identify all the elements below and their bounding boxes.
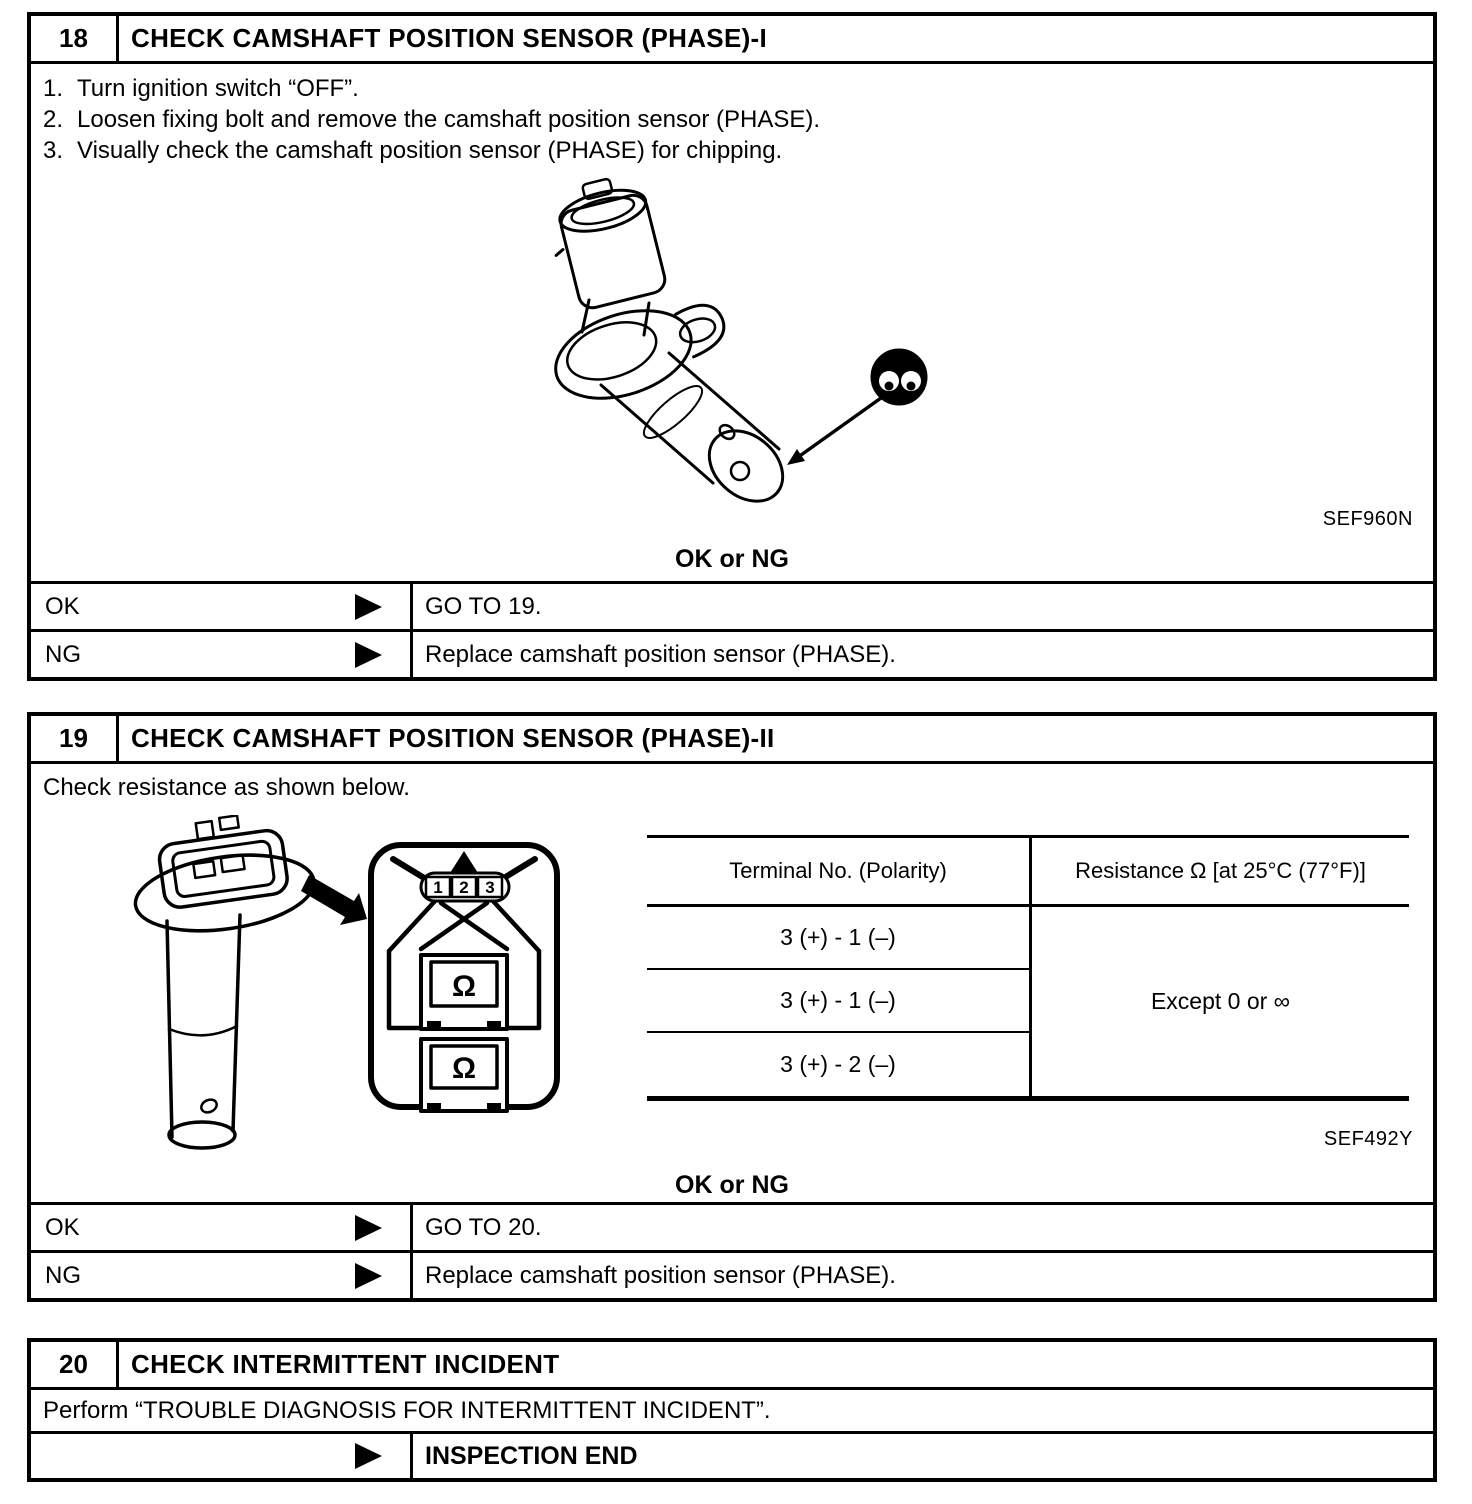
step-text: Turn ignition switch “OFF”.	[77, 75, 359, 102]
result-label-cell	[31, 1205, 413, 1250]
figure-code: SEF492Y	[1323, 1128, 1413, 1150]
pin-2-label: 2	[459, 878, 469, 897]
instruction-step	[43, 135, 820, 166]
ohm-symbol: Ω	[451, 1052, 477, 1085]
ohmmeter-lower	[421, 1039, 507, 1113]
ok-or-ng-prompt: OK or NG	[675, 1171, 789, 1199]
ohm-symbol: Ω	[451, 970, 477, 1003]
result-row-ok	[31, 581, 1433, 629]
arrow-head	[787, 449, 805, 465]
result-label-cell	[31, 584, 413, 629]
procedure-block-19	[27, 712, 1437, 1302]
block-19-header	[31, 716, 1433, 764]
resistance-value: Except 0 or ∞	[1150, 988, 1291, 1014]
result-label: OK	[45, 592, 80, 620]
result-action: GO TO 19.	[425, 592, 542, 620]
block-20-header	[31, 1342, 1433, 1390]
instruction-step	[43, 73, 820, 104]
terminal-column	[647, 838, 1032, 1096]
block-18-title: CHECK CAMSHAFT POSITION SENSOR (PHASE)-I	[131, 23, 768, 53]
result-arrow-icon	[355, 642, 382, 668]
result-row-ok	[31, 1202, 1433, 1250]
figure-code: SEF960N	[1322, 508, 1413, 530]
terminal-row: 3 (+) - 1 (–)	[647, 907, 1029, 970]
result-action: INSPECTION END	[425, 1441, 638, 1470]
block-20-instruction: Perform “TROUBLE DIAGNOSIS FOR INTERMITTENT INCIDENT”.	[31, 1390, 1433, 1434]
pin-3-label: 3	[485, 878, 495, 897]
step-number: 2.	[43, 106, 64, 133]
result-action: Replace camshaft position sensor (PHASE).	[425, 640, 896, 668]
result-action: Replace camshaft position sensor (PHASE).	[425, 1261, 896, 1289]
terminal-row: 3 (+) - 1 (–)	[647, 970, 1029, 1033]
block-20-number: 20	[31, 1342, 119, 1387]
block-20-title: CHECK INTERMITTENT INCIDENT	[131, 1349, 560, 1379]
visual-check-icon	[872, 350, 926, 404]
connector-triangle	[450, 851, 478, 873]
block-19-number: 19	[31, 716, 119, 761]
step-text: Loosen fixing bolt and remove the camshaft position sensor (PHASE).	[77, 106, 821, 133]
result-rows	[31, 581, 1433, 677]
block-18-number: 18	[31, 16, 119, 61]
pointer-arrow	[301, 875, 367, 925]
result-label: OK	[45, 1213, 80, 1241]
result-arrow-icon	[355, 1215, 382, 1241]
result-row-end	[31, 1434, 1433, 1478]
instruction-list	[43, 73, 820, 166]
resistance-check-figure	[109, 815, 629, 1175]
result-row-ng	[31, 1250, 1433, 1298]
step-number: 1.	[43, 75, 64, 102]
terminal-row: 3 (+) - 2 (–)	[780, 1051, 896, 1077]
result-arrow-icon	[355, 1443, 382, 1469]
resistance-column	[1032, 838, 1409, 1096]
step-number: 3.	[43, 137, 64, 164]
pin-1-label: 1	[433, 878, 443, 897]
ohmmeter-upper	[421, 955, 507, 1031]
camshaft-sensor-figure	[461, 172, 1021, 507]
result-label: NG	[45, 640, 81, 668]
block-19-intro: Check resistance as shown below.	[43, 774, 410, 801]
resistance-column-header: Resistance Ω [at 25°C (77°F)]	[1032, 838, 1409, 907]
block-19-title: CHECK CAMSHAFT POSITION SENSOR (PHASE)-II	[131, 723, 775, 753]
terminal-column-header: Terminal No. (Polarity)	[647, 838, 1029, 907]
result-arrow-icon	[355, 1263, 382, 1289]
ok-or-ng-prompt: OK or NG	[675, 545, 789, 573]
procedure-block-20	[27, 1338, 1437, 1482]
result-action: GO TO 20.	[425, 1213, 542, 1241]
resistance-table	[647, 835, 1409, 1101]
result-rows	[31, 1202, 1433, 1298]
procedure-block-18	[27, 12, 1437, 681]
result-label-cell	[31, 1434, 413, 1478]
block-18-header	[31, 16, 1433, 64]
result-label-cell	[31, 632, 413, 677]
result-label-cell	[31, 1253, 413, 1298]
result-row-ng	[31, 629, 1433, 677]
result-label: NG	[45, 1261, 81, 1289]
connector-pins	[421, 873, 509, 901]
result-arrow-icon	[355, 594, 382, 620]
step-text: Visually check the camshaft position sensor (PHASE) for chipping.	[77, 137, 783, 164]
instruction-step	[43, 104, 820, 135]
